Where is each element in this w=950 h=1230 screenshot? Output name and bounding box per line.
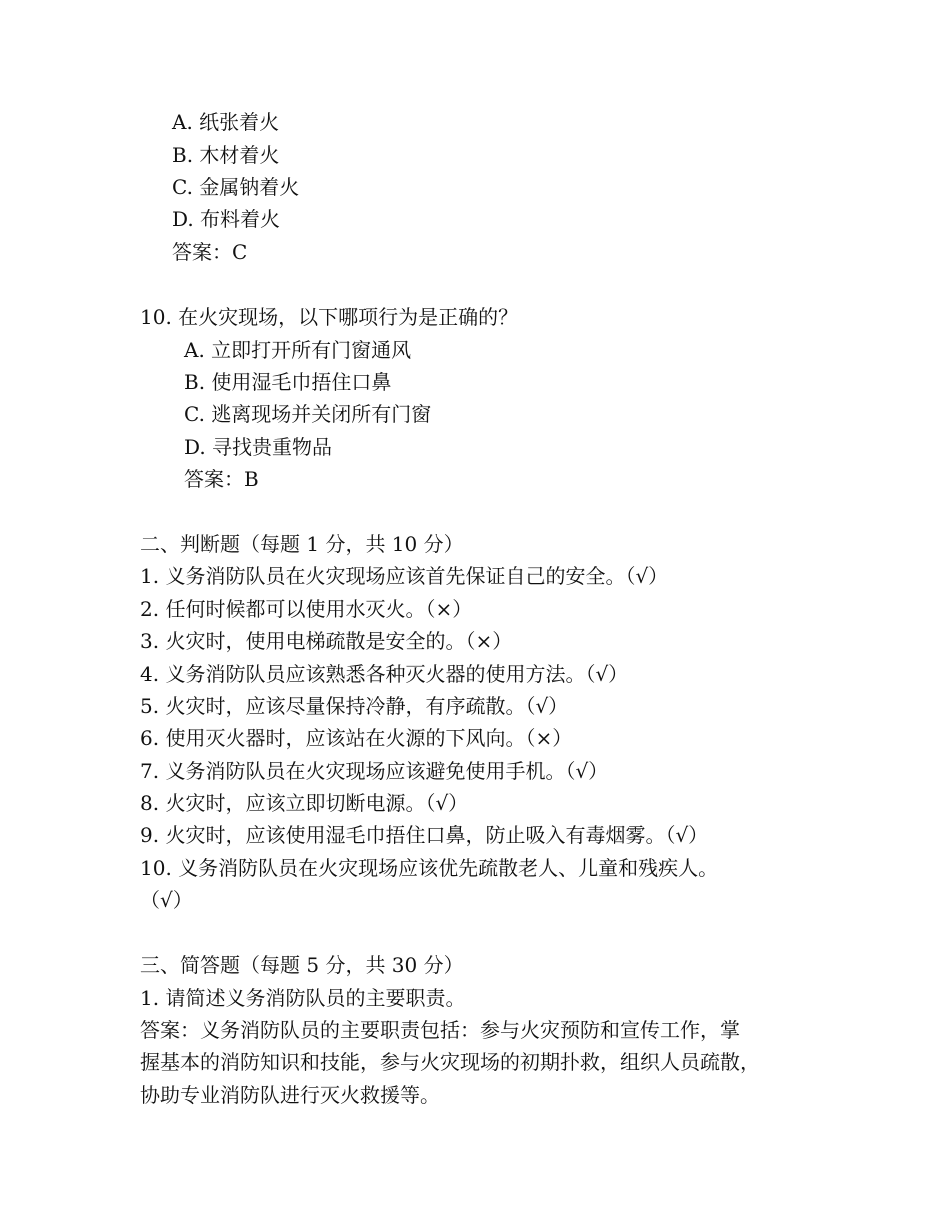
sa-answer-line: 协助专业消防队进行灭火救援等。	[140, 1083, 440, 1107]
tf-item: 2. 任何时候都可以使用水灭火。（×）	[140, 597, 473, 621]
tf-item: 3. 火灾时，使用电梯疏散是安全的。（×）	[140, 629, 513, 653]
tf-item: 5. 火灾时，应该尽量保持冷静，有序疏散。（√）	[140, 694, 569, 718]
q10-option-d: D. 寻找贵重物品	[184, 435, 333, 459]
tf-item: 10. 义务消防队员在火灾现场应该优先疏散老人、儿童和残疾人。	[140, 856, 719, 880]
q9-answer: 答案：C	[172, 240, 248, 264]
q9-option-b: B. 木材着火	[172, 143, 280, 167]
sa-answer-line: 答案：义务消防队员的主要职责包括：参与火灾预防和宣传工作，掌	[140, 1018, 740, 1042]
tf-item: 1. 义务消防队员在火灾现场应该首先保证自己的安全。（√）	[140, 564, 669, 588]
tf-item: 8. 火灾时，应该立即切断电源。（√）	[140, 791, 469, 815]
sa-question: 1. 请简述义务消防队员的主要职责。	[140, 986, 466, 1010]
tf-item: 4. 义务消防队员应该熟悉各种灭火器的使用方法。（√）	[140, 662, 629, 686]
q10-option-a: A. 立即打开所有门窗通风	[184, 338, 412, 362]
tf-item: 7. 义务消防队员在火灾现场应该避免使用手机。（√）	[140, 759, 609, 783]
q9-option-a: A. 纸张着火	[172, 110, 280, 134]
q10-option-b: B. 使用湿毛巾捂住口鼻	[184, 370, 392, 394]
tf-item-continuation: （√）	[140, 888, 193, 912]
q10-answer: 答案：B	[184, 467, 259, 491]
section3-heading: 三、简答题（每题 5 分，共 30 分）	[140, 953, 464, 977]
q9-option-c: C. 金属钠着火	[172, 175, 300, 199]
q10-question: 10. 在火灾现场，以下哪项行为是正确的？	[140, 305, 519, 329]
q9-option-d: D. 布料着火	[172, 207, 281, 231]
q10-option-c: C. 逃离现场并关闭所有门窗	[184, 402, 432, 426]
section2-heading: 二、判断题（每题 1 分，共 10 分）	[140, 532, 464, 556]
sa-answer-line: 握基本的消防知识和技能，参与火灾现场的初期扑救，组织人员疏散，	[140, 1050, 760, 1074]
tf-item: 6. 使用灭火器时，应该站在火源的下风向。（×）	[140, 726, 573, 750]
tf-item: 9. 火灾时，应该使用湿毛巾捂住口鼻，防止吸入有毒烟雾。（√）	[140, 823, 709, 847]
